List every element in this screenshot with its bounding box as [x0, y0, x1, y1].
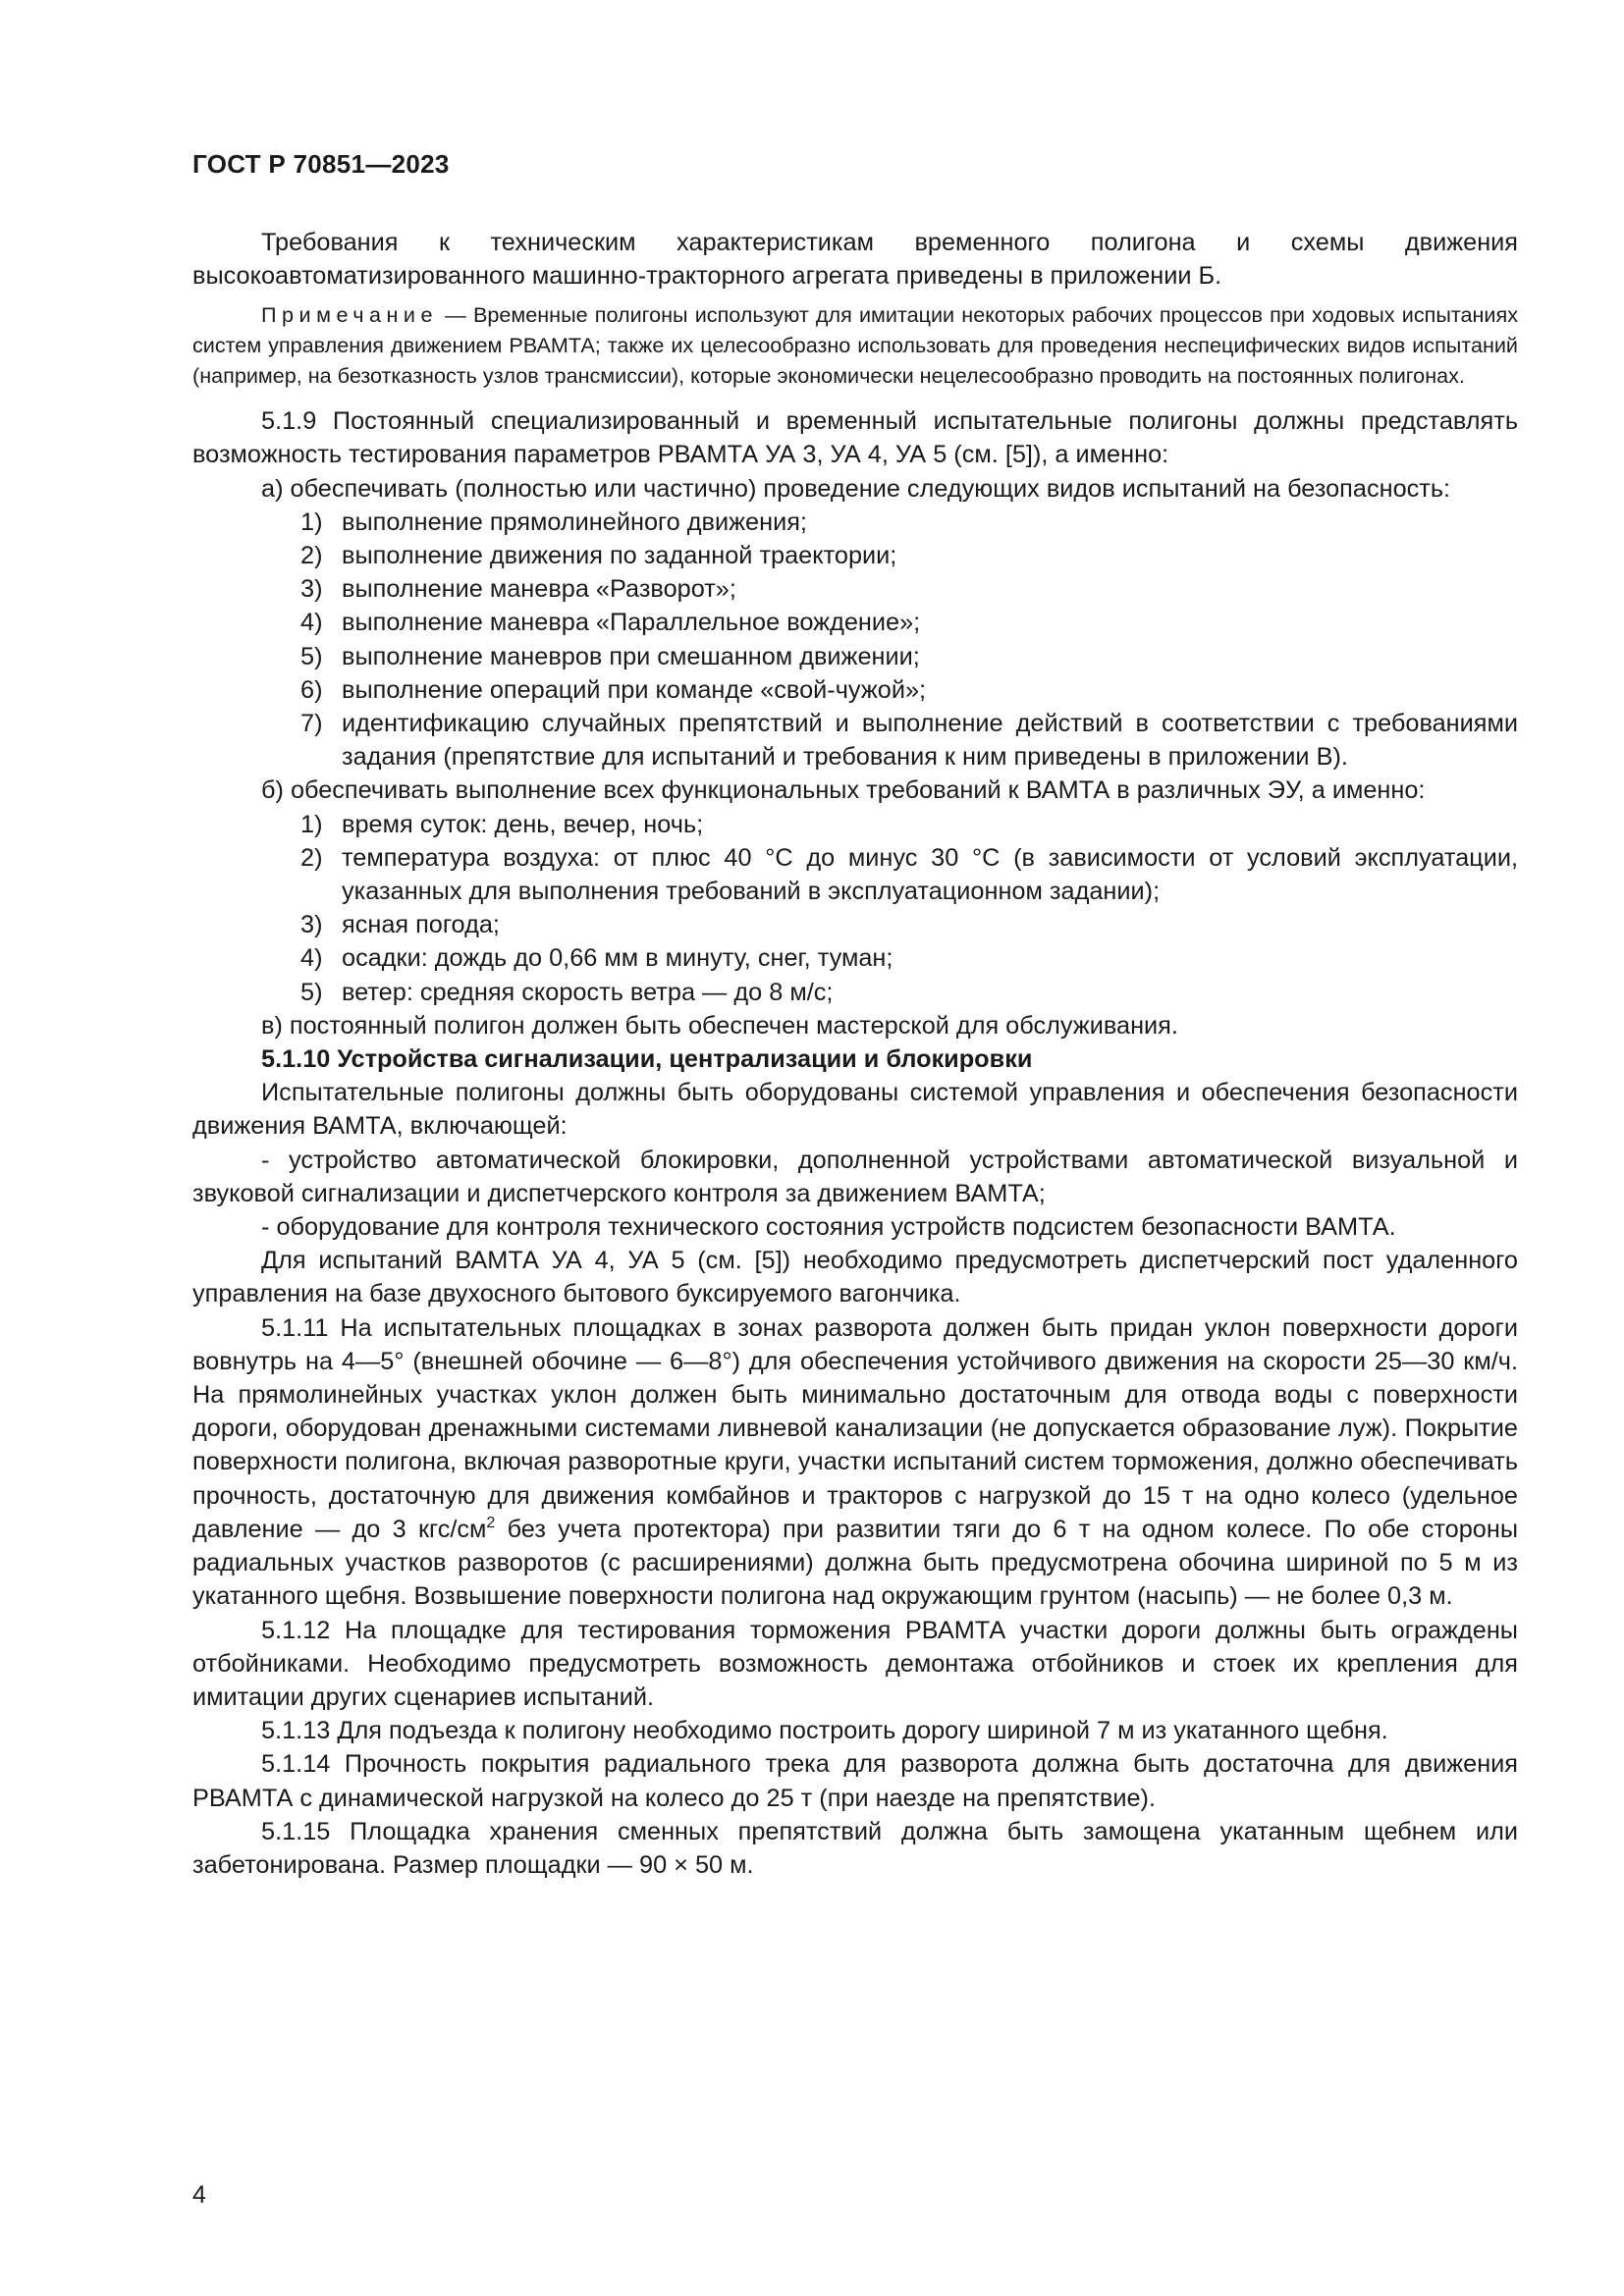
paragraph-intro: Требования к техническим характеристикам временного полигона и схемы движения высокоавтоматизированного машинно-тракторного агрегата приведены в приложении Б. — [192, 229, 1518, 291]
list-item: 6) выполнение операций при команде «свой-чужой»; — [300, 675, 927, 704]
list-item: 2) температура воздуха: от плюс 40 °С до минус 30 °С (в зависимости от условий эксплуатации, указанных для выполнения требований в эксплуатационном задании); — [300, 843, 1518, 906]
clause-5-1-13: 5.1.13 Для подъезда к полигону необходимо построить дорогу шириной 7 м из укатанного щебня. — [261, 1717, 1388, 1745]
clause-5-1-11: 5.1.11 На испытательных площадках в зонах разворота должен быть придан уклон поверхности дороги вовнутрь на 4—5° (внешней обочине — 6—8°) для обеспечения устойчивого движения на скорости 25—30 км/ч. На прямолинейных участках уклон должен быть минимально достаточным для отвода воды с поверхности дороги, оборудован дренажными системами ливневой канализации (не допускается образование луж). Покрытие поверхности полигона, включая разворотные круги, участки испытаний систем торможения, должно обеспечивать прочность, достаточную для движения комбайнов и тракторов с нагрузкой до 15 т на одно колесо (удельное давление — до 3 кгс/$см^2$ без учета протектора) при развитии тяги до 6 т на одном колесе. По обе стороны радиальных участков разворотов (с расширениями) должна быть предусмотрена обочина шириной по 5 м из укатанного щебня. Возвышение поверхности полигона над окружающим грунтом (насыпь) — не более 0,3 м. — [192, 1313, 1519, 1611]
clause-5-1-10-dash-1: - устройство автоматической блокировки, дополненной устройствами автоматической визуальной и звуковой сигнализации и диспетчерского контроля за движением ВАМТА; — [192, 1146, 1518, 1207]
list-a-items — [300, 506, 1518, 774]
note-paragraph — [192, 300, 1518, 391]
clause-5-1-9-item-a: а) обеспечивать (полностью или частично) проведение следующих видов испытаний на безопасность: — [261, 474, 1451, 503]
clause-5-1-15: 5.1.15 Площадка хранения сменных препятствий должна быть замощена укатанным щебнем или забетонирована. Размер площадки — 90 × 50 м. — [192, 1817, 1518, 1879]
clause-5-1-10-p2: Для испытаний ВАМТА УА 4, УА 5 (см. [5]) необходимо предусмотреть диспетчерский пост удаленного управления на базе двухосного бытового буксируемого вагончика. — [192, 1247, 1518, 1308]
clause-5-1-10-p1: Испытательные полигоны должны быть оборудованы системой управления и обеспечения безопасности движения ВАМТА, включающей: — [192, 1079, 1518, 1141]
clause-5-1-9-item-v: в) постоянный полигон должен быть обеспечен мастерской для обслуживания. — [261, 1011, 1178, 1040]
list-item: 5) ветер: средняя скорость ветра — до 8 м/с; — [300, 978, 834, 1006]
list-item: 2) выполнение движения по заданной траектории; — [300, 542, 897, 569]
clause-5-1-12: 5.1.12 На площадке для тестирования торможения РВАМТА участки дороги должны быть ограждены отбойниками. Необходимо предусмотреть возможность демонтажа отбойников и стоек их крепления для имитации других сценариев испытаний. — [192, 1616, 1518, 1711]
document-code-header: ГОСТ Р 70851—2023 — [192, 149, 450, 179]
superscript: 2 — [486, 1514, 496, 1531]
clause-5-1-10-title: 5.1.10 Устройства сигнализации, централизации и блокировки — [261, 1045, 1033, 1074]
list-item: 7) идентификацию случайных препятствий и выполнение действий в соответствии с требованиями задания (препятствие для испытаний и требования к ним приведены в приложении В). — [300, 710, 1518, 772]
clause-5-1-14: 5.1.14 Прочность покрытия радиального трека для разворота должна быть достаточна для движения РВАМТА с динамической нагрузкой на колесо до 25 т (при наезде на препятствие). — [192, 1750, 1518, 1812]
list-item: 4) осадки: дождь до 0,66 мм в минуту, снег, туман; — [300, 944, 893, 973]
list-item: 4) выполнение маневра «Параллельное вождение»; — [300, 609, 921, 637]
document-body — [192, 226, 1518, 1882]
list-item: 3) выполнение маневра «Разворот»; — [300, 575, 736, 604]
clause-5-1-10-dash-2: - оборудование для контроля технического состояния устройств подсистем безопасности ВАМТА. — [261, 1213, 1396, 1242]
list-item: 1) выполнение прямолинейного движения; — [300, 507, 807, 536]
list-item: 3) ясная погода; — [300, 911, 500, 939]
note-text: — Временные полигоны используют для имитации некоторых рабочих процессов при ходовых испытаниях систем управления движением РВАМТА; также их целесообразно использовать для проведения неспецифических видов испытаний (например, на безотказность узлов трансмиссии), которые экономически нецелесообразно проводить на постоянных полигонах. — [192, 302, 1518, 388]
list-item: 1) время суток: день, вечер, ночь; — [300, 810, 704, 838]
clause-5-1-9-item-b: б) обеспечивать выполнение всех функциональных требований к ВАМТА в различных ЭУ, а именно: — [261, 776, 1426, 805]
page-number: 4 — [192, 2181, 206, 2209]
clause-5-1-9: 5.1.9 Постоянный специализированный и временный испытательные полигоны должны представлять возможность тестирования параметров РВАМТА УА 3, УА 4, УА 5 (см. [5]), а именно: — [192, 407, 1518, 469]
note-label: Примечание — [261, 302, 438, 328]
list-item: 5) выполнение маневров при смешанном движении; — [300, 642, 920, 670]
list-b-items — [300, 808, 1518, 1009]
